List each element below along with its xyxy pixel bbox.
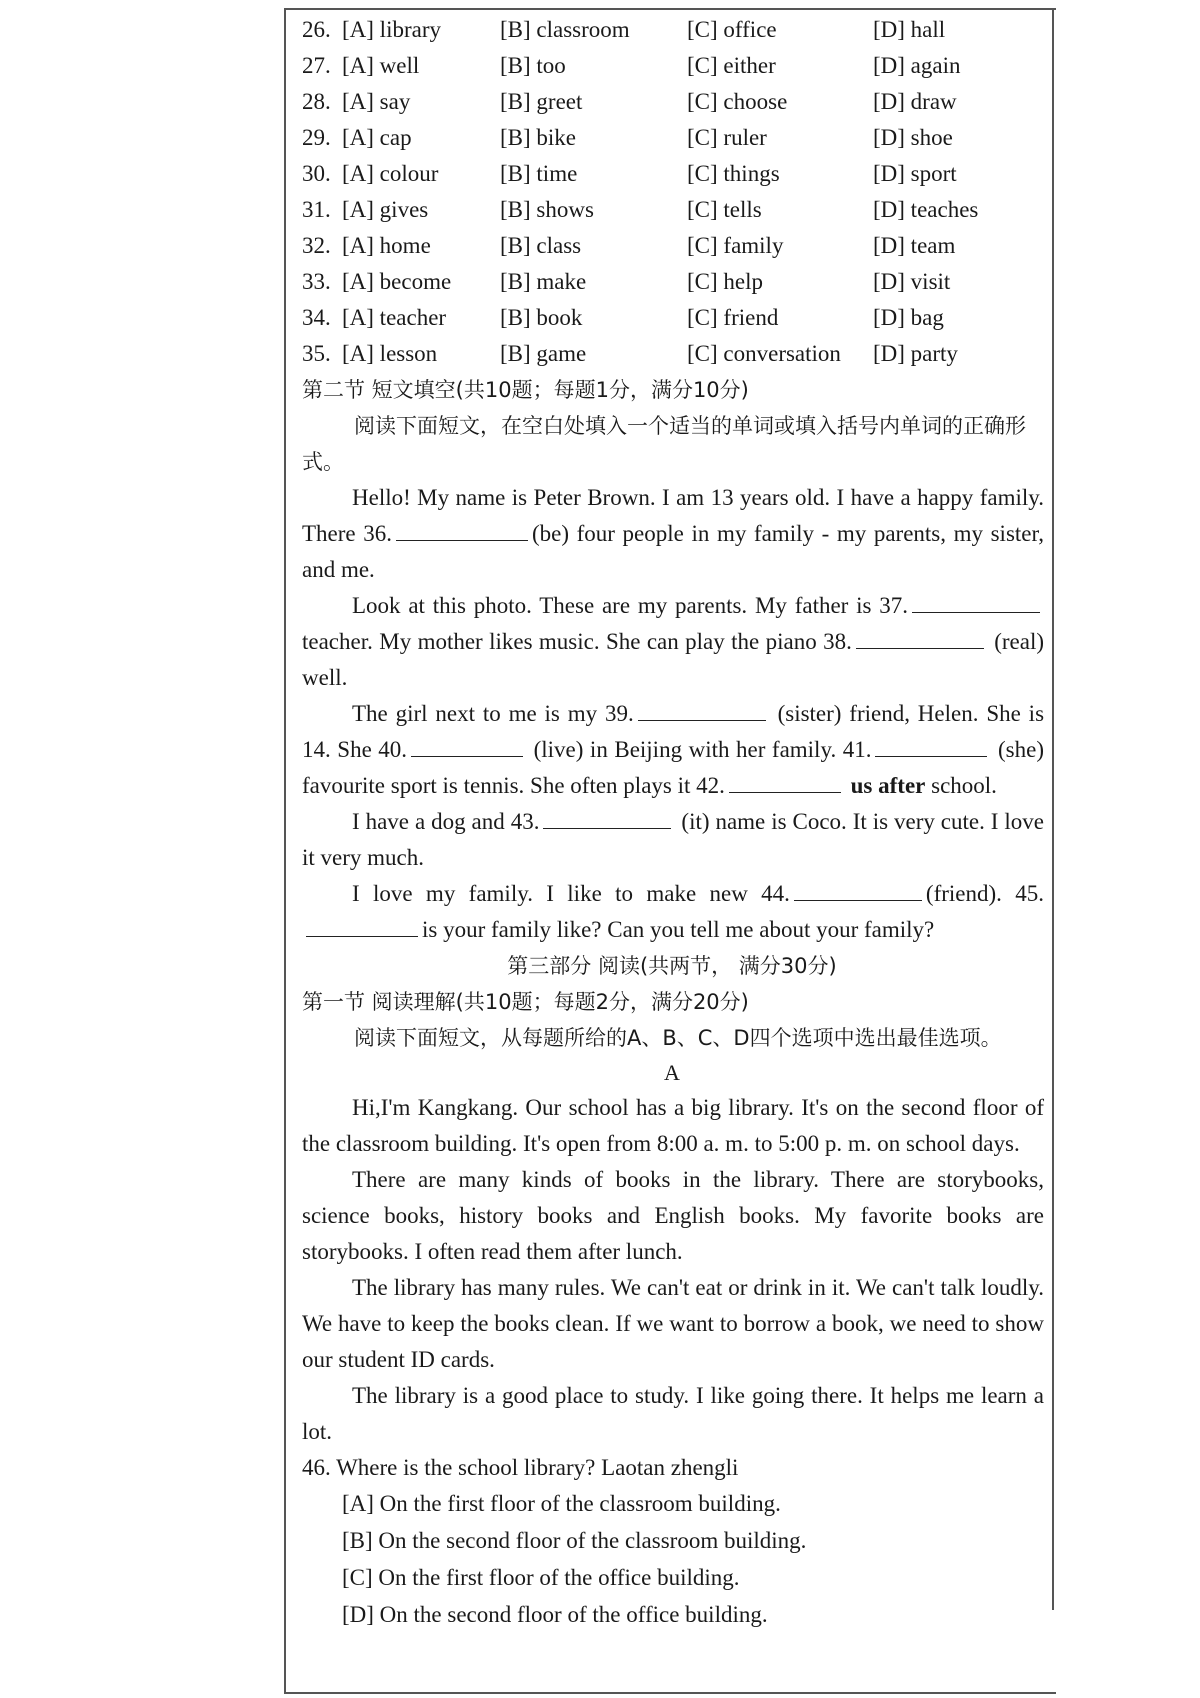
option-a: [A] say (342, 89, 411, 114)
page-content (302, 12, 1062, 1634)
option-c: [C] help (687, 269, 764, 294)
option-c: [C] tells (687, 197, 762, 222)
option-a: [A] home (342, 233, 431, 258)
question-number: 35. (302, 341, 331, 366)
answer-blank-42[interactable] (729, 774, 841, 793)
passage-text: (live) in Beijing with her family. 41. (533, 737, 872, 762)
option-d: [D] party (873, 341, 958, 366)
option-row (302, 228, 1062, 264)
question-number: 26. (302, 17, 331, 42)
option-a: [A] cap (342, 125, 412, 150)
option-d: [D] sport (873, 161, 957, 186)
option-row (302, 48, 1062, 84)
option-a: [A] well (342, 53, 420, 78)
reading-paragraph: Hi,I'm Kangkang. Our school has a big library. It's on the second floor of the classroom building. It's open from 8:00 a. m. to 5:00 p. m. on school days. (302, 1095, 1044, 1156)
option-d: [D] draw (873, 89, 957, 114)
option-c: [C] either (687, 53, 776, 78)
option-d: [D] team (873, 233, 956, 258)
answer-blank-36[interactable] (396, 522, 528, 541)
option-a: [A] colour (342, 161, 439, 186)
option-b: [B] class (500, 233, 582, 258)
passage-paragraph (302, 696, 1044, 804)
reading-paragraph: The library is a good place to study. I like going there. It helps me learn a lot. (302, 1383, 1044, 1444)
answer-option-c[interactable]: [C] On the first floor of the office building. (342, 1565, 740, 1590)
passage-text: Look at this photo. These are my parents. My father is 37. (352, 593, 908, 618)
option-a: [A] library (342, 17, 441, 42)
option-b: [B] too (500, 53, 566, 78)
option-c: [C] conversation (687, 341, 841, 366)
option-d: [D] visit (873, 269, 951, 294)
option-b: [B] shows (500, 197, 594, 222)
question-number: 34. (302, 305, 331, 330)
option-d: [D] again (873, 53, 961, 78)
passage-text: teacher. My mother likes music. She can play the piano 38. (302, 629, 852, 654)
passage-text: (friend). 45. (925, 881, 1044, 906)
option-b: [B] time (500, 161, 578, 186)
option-a: [A] gives (342, 197, 429, 222)
option-row (302, 264, 1062, 300)
answer-blank-41[interactable] (875, 738, 987, 757)
answer-blank-40[interactable] (411, 738, 523, 757)
question-number: 29. (302, 125, 331, 150)
section-instruction: 阅读下面短文，在空白处填入一个适当的单词或填入括号内单词的正确形式。 (302, 414, 1026, 474)
option-a: [A] teacher (342, 305, 447, 330)
option-b: [B] bike (500, 125, 577, 150)
option-row (302, 84, 1062, 120)
option-c: [C] friend (687, 305, 779, 330)
section-instruction: 阅读下面短文，从每题所给的A、B、C、D四个选项中选出最佳选项。 (354, 1026, 1002, 1050)
option-b: [B] classroom (500, 17, 630, 42)
passage-label: A (664, 1060, 680, 1085)
passage-text: (real) well. (302, 629, 1045, 690)
passage-text: school. (931, 773, 997, 798)
answer-blank-43[interactable] (543, 810, 671, 829)
option-row (302, 192, 1062, 228)
option-c: [C] ruler (687, 125, 767, 150)
question-stem: 46. Where is the school library? Laotan zhengli (302, 1455, 739, 1480)
passage-text: is your family like? Can you tell me about your family? (422, 917, 935, 942)
option-b: [B] make (500, 269, 587, 294)
reading-paragraph: The library has many rules. We can't eat or drink in it. We can't talk loudly. We have to keep the books clean. If we want to borrow a book, we need to show our student ID cards. (302, 1275, 1044, 1372)
answer-blank-39[interactable] (638, 702, 766, 721)
passage-text: I have a dog and 43. (352, 809, 540, 834)
passage-paragraph (302, 804, 1044, 876)
answer-blank-37[interactable] (912, 594, 1040, 613)
option-a: [A] become (342, 269, 452, 294)
option-d: [D] teaches (873, 197, 979, 222)
reading-paragraph: There are many kinds of books in the library. There are storybooks, science books, history books and English books. My favorite books are storybooks. I often read them after lunch. (302, 1167, 1044, 1264)
option-row (302, 336, 1062, 372)
question-46 (302, 1450, 1062, 1634)
option-row (302, 300, 1062, 336)
fill-in-passage (302, 480, 1062, 948)
passage-paragraph (302, 588, 1044, 696)
option-c: [C] office (687, 17, 777, 42)
option-row (302, 156, 1062, 192)
option-d: [D] bag (873, 305, 944, 330)
passage-text: Hello! My name is Peter Brown. I am 13 years old. I have a happy family. There 36. (302, 485, 1044, 546)
passage-paragraph (302, 876, 1044, 948)
question-number: 28. (302, 89, 331, 114)
option-d: [D] hall (873, 17, 946, 42)
passage-text-bold: us after (850, 773, 926, 798)
section-heading: 第二节 短文填空(共10题；每题1分，满分10分) (302, 378, 749, 402)
question-number: 31. (302, 197, 331, 222)
question-number: 30. (302, 161, 331, 186)
option-c: [C] family (687, 233, 784, 258)
answer-blank-45[interactable] (306, 918, 418, 937)
passage-paragraph (302, 480, 1044, 588)
answer-option-a[interactable]: [A] On the first floor of the classroom building. (342, 1491, 781, 1516)
passage-text: The girl next to me is my 39. (352, 701, 634, 726)
option-c: [C] choose (687, 89, 788, 114)
answer-blank-44[interactable] (794, 882, 922, 901)
answer-blank-38[interactable] (856, 630, 984, 649)
option-b: [B] game (500, 341, 587, 366)
passage-text: (sister) friend, Helen. She is 14. She 40. (302, 701, 1045, 762)
option-row (302, 12, 1062, 48)
part-heading: 第三部分 阅读(共两节， 满分30分) (507, 954, 837, 978)
option-d: [D] shoe (873, 125, 953, 150)
option-row (302, 120, 1062, 156)
cloze-options (302, 12, 1062, 372)
reading-passage (302, 1090, 1062, 1450)
option-c: [C] things (687, 161, 780, 186)
passage-text: (it) name is Coco. It is very cute. I love it very much. (302, 809, 1044, 870)
question-number: 27. (302, 53, 331, 78)
passage-text: I love my family. I like to make new 44. (352, 881, 790, 906)
option-b: [B] greet (500, 89, 583, 114)
option-a: [A] lesson (342, 341, 438, 366)
question-number: 32. (302, 233, 331, 258)
answer-option-d[interactable]: [D] On the second floor of the office building. (342, 1602, 768, 1627)
question-number: 33. (302, 269, 331, 294)
option-b: [B] book (500, 305, 583, 330)
answer-option-b[interactable]: [B] On the second floor of the classroom building. (342, 1528, 807, 1553)
section-heading: 第一节 阅读理解(共10题；每题2分，满分20分) (302, 990, 749, 1014)
passage-text: (be) four people in my family - my parents, my sister, and me. (302, 521, 1044, 582)
passage-text: (she) favourite sport is tennis. She often plays it 42. (302, 737, 1044, 798)
